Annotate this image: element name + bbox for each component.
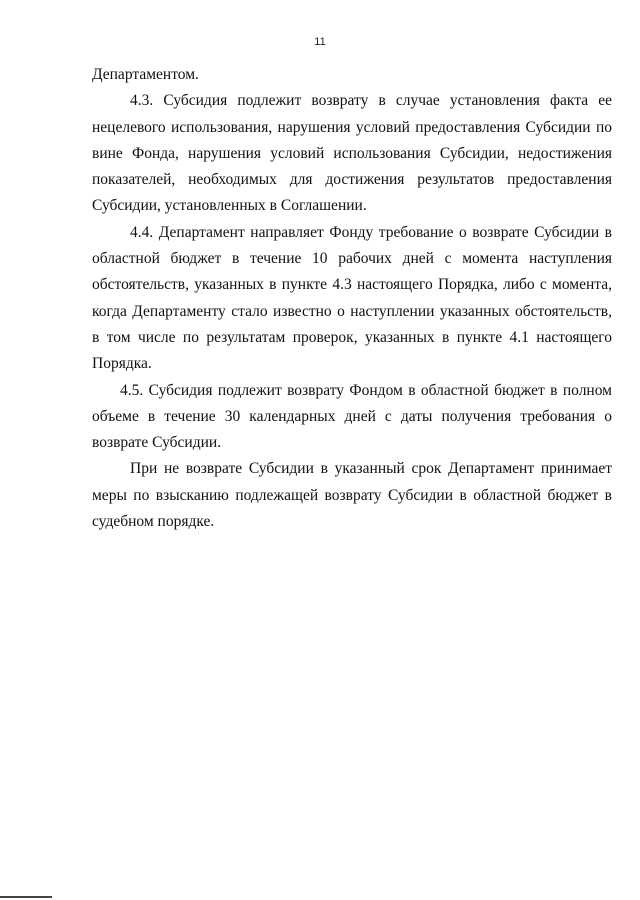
paragraph-4-5: 4.5. Субсидия подлежит возврату Фондом в областной бюджет в полном объеме в течение 30 календарных дней с даты получения требования о возврате Субсидии. xyxy=(92,381,612,452)
paragraph-final: При не возврате Субсидии в указанный срок Департамент принимает меры по взысканию подлежащей возврату Субсидии в областной бюджет в судебном порядке. xyxy=(92,460,612,531)
paragraph-continuation: Департаментом. xyxy=(92,66,199,83)
page-number: 11 xyxy=(314,36,326,48)
document-body xyxy=(92,62,612,535)
paragraph-4-3: 4.3. Субсидия подлежит возврату в случае установления факта ее нецелевого использования, нарушения условий предоставления Субсидии по вине Фонда, нарушения условий использования Субсидии, недостижения показателей, необходимых для достижения результатов предоставления Субсидии, установленных в Соглашении. xyxy=(92,92,612,215)
paragraph-4-4: 4.4. Департамент направляет Фонду требование о возврате Субсидии в областной бюджет в течение 10 рабочих дней с момента наступления обстоятельств, указанных в пункте 4.3 настоящего Порядка, либо с момента, когда Департаменту стало известно о наступлении указанных обстоятельств, в том числе по результатам проверок, указанных в пункте 4.1 настоящего Порядка. xyxy=(92,223,612,373)
footer-rule xyxy=(0,896,52,898)
